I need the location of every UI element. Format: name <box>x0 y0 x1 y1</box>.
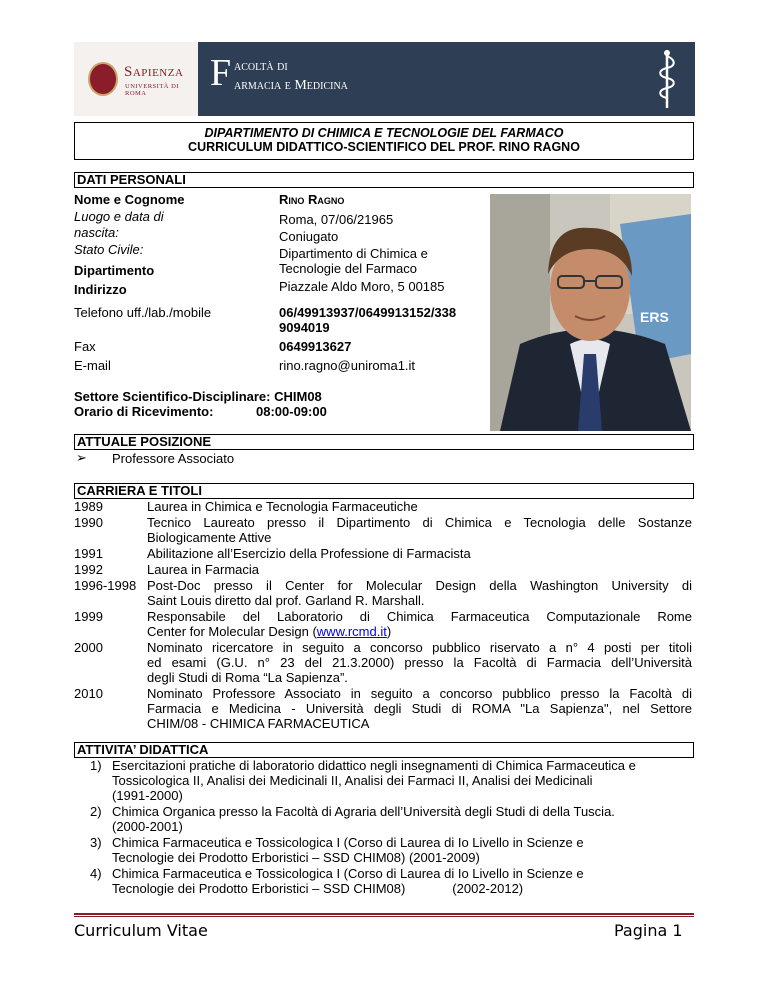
phone-value-1: 06/49913937/0649913152/338 <box>279 305 457 320</box>
arrow-bullet-icon: ➢ <box>76 450 87 465</box>
svg-text:ERS: ERS <box>640 309 669 325</box>
list-number: 4) <box>90 866 102 881</box>
seal-icon <box>88 62 118 96</box>
sapienza-logo <box>74 42 198 116</box>
link-close-paren: ) <box>386 624 392 639</box>
department-label: Dipartimento <box>74 263 155 278</box>
career-desc: Post-Doc presso il Center for Molecular Design della Washington University di <box>147 578 692 593</box>
teaching-line: Chimica Organica presso la Facoltà di Agraria dell’Università degli Studi di della Tuscia. <box>112 804 615 819</box>
fax-value: 0649913627 <box>279 339 352 354</box>
career-desc: degli Studi di Roma “La Sapienza”. <box>147 670 348 685</box>
career-desc: Responsabile del Laboratorio di Chimica Farmaceutica Computazionale Rome <box>147 609 692 624</box>
name-value: Rino Ragno <box>279 192 345 207</box>
teaching-line: (1991-2000) <box>112 788 183 803</box>
career-desc: Abilitazione all’Esercizio della Professione di Farmacista <box>147 546 471 561</box>
footer-divider <box>74 913 694 915</box>
university-name: Sapienza <box>124 64 184 80</box>
list-number: 2) <box>90 804 102 819</box>
career-desc: CHIM/08 - CHIMICA FARMACEUTICA <box>147 716 370 731</box>
page-number: Pagina 1 <box>614 921 683 940</box>
section-heading-personal: DATI PERSONALI <box>74 172 694 188</box>
civil-status-label: Stato Civile: <box>74 242 144 257</box>
footer-title: Curriculum Vitae <box>74 921 208 940</box>
career-desc: Nominato Professore Associato in seguito a concorso pubblico presso la Facoltà di <box>147 686 692 701</box>
faculty-initial: F <box>210 52 232 94</box>
faculty-line-2: armacia e Medicina <box>234 78 348 93</box>
rcmd-link[interactable]: www.rcmd.it <box>316 624 387 639</box>
career-desc: Tecnico Laureato presso il Dipartimento di Chimica e Tecnologia delle Sostanze <box>147 515 692 530</box>
teaching-line: Chimica Farmaceutica e Tossicologica I (Corso di Laurea di Io Livello in Scienze e <box>112 835 584 850</box>
header-banner <box>74 42 695 116</box>
career-year: 1996-1998 <box>74 578 137 593</box>
address-label: Indirizzo <box>74 282 127 297</box>
position-item: Professore Associato <box>112 451 235 466</box>
career-desc: Nominato ricercatore in seguito a concorso pubblico riservato a n° 4 posti per titoli <box>147 640 692 655</box>
birth-label-2: nascita: <box>74 225 119 240</box>
fax-label: Fax <box>74 339 96 354</box>
teaching-line: (2000-2001) <box>112 819 183 834</box>
section-heading-career: CARRIERA E TITOLI <box>74 483 694 499</box>
section-heading-teaching: ATTIVITA’ DIDATTICA <box>74 742 694 758</box>
career-year: 1999 <box>74 609 103 624</box>
document-title-box <box>74 122 694 160</box>
career-year: 2010 <box>74 686 103 701</box>
portrait-photo <box>490 194 691 431</box>
career-year: 1989 <box>74 499 103 514</box>
department-value-2: Tecnologie del Farmaco <box>279 261 418 276</box>
address-value: Piazzale Aldo Moro, 5 00185 <box>279 279 445 294</box>
career-desc: Biologicamente Attive <box>147 530 272 545</box>
phone-label: Telefono uff./lab./mobile <box>74 305 212 320</box>
footer-divider-thin <box>74 916 694 917</box>
career-desc: Laurea in Farmacia <box>147 562 259 577</box>
office-hours-value: 08:00-09:00 <box>256 404 327 419</box>
list-number: 3) <box>90 835 102 850</box>
name-label: Nome e Cognome <box>74 192 185 207</box>
birth-value: Roma, 07/06/21965 <box>279 212 394 227</box>
career-desc: Saint Louis diretto dal prof. Garland R. Marshall. <box>147 593 425 608</box>
career-desc: Center for Molecular Design ( <box>147 624 317 639</box>
civil-status-value: Coniugato <box>279 229 339 244</box>
caduceus-icon <box>656 48 678 110</box>
career-desc: ed esami (G.U. n° 23 del 21.3.2000) presso la Facoltà di Farmacia dell’Università <box>147 655 692 670</box>
email-value[interactable]: rino.ragno@uniroma1.it <box>279 358 416 373</box>
teaching-line: Chimica Farmaceutica e Tossicologica I (Corso di Laurea di Io Livello in Scienze e <box>112 866 584 881</box>
email-label: E-mail <box>74 358 111 373</box>
teaching-line: Esercitazioni pratiche di laboratorio didattico negli insegnamenti di Chimica Farmaceutica e <box>112 758 636 773</box>
career-year: 2000 <box>74 640 103 655</box>
faculty-line-1: acoltà di <box>234 59 288 74</box>
phone-value-2: 9094019 <box>279 320 330 335</box>
department-value-1: Dipartimento di Chimica e <box>279 246 428 261</box>
teaching-line: Tecnologie dei Prodotto Erboristici – SSD CHIM08) (2002-2012) <box>112 881 524 896</box>
career-year: 1992 <box>74 562 103 577</box>
ssd-line: Settore Scientifico-Disciplinare: CHIM08 <box>74 389 322 404</box>
teaching-line: Tossicologica II, Analisi dei Medicinali II, Analisi dei Farmaci II, Analisi dei Medicinali <box>112 773 593 788</box>
list-number: 1) <box>90 758 102 773</box>
career-year: 1990 <box>74 515 103 530</box>
career-year: 1991 <box>74 546 103 561</box>
career-desc-with-link <box>147 624 692 639</box>
career-desc: Laurea in Chimica e Tecnologia Farmaceutiche <box>147 499 418 514</box>
university-subtitle: UNIVERSITÀ DI ROMA <box>125 83 179 97</box>
section-heading-position: ATTUALE POSIZIONE <box>74 434 694 450</box>
birth-label-1: Luogo e data di <box>74 209 164 224</box>
teaching-line: Tecnologie dei Prodotto Erboristici – SSD CHIM08) (2001-2009) <box>112 850 480 865</box>
career-desc: Farmacia e Medicina - Università degli Studi di ROMA "La Sapienza", nel Settore <box>147 701 692 716</box>
cv-title: CURRICULUM DIDATTICO-SCIENTIFICO DEL PROF. RINO RAGNO <box>188 140 580 154</box>
office-hours-label: Orario di Ricevimento: <box>74 404 214 419</box>
department-title: DIPARTIMENTO DI CHIMICA E TECNOLOGIE DEL FARMACO <box>204 126 564 140</box>
